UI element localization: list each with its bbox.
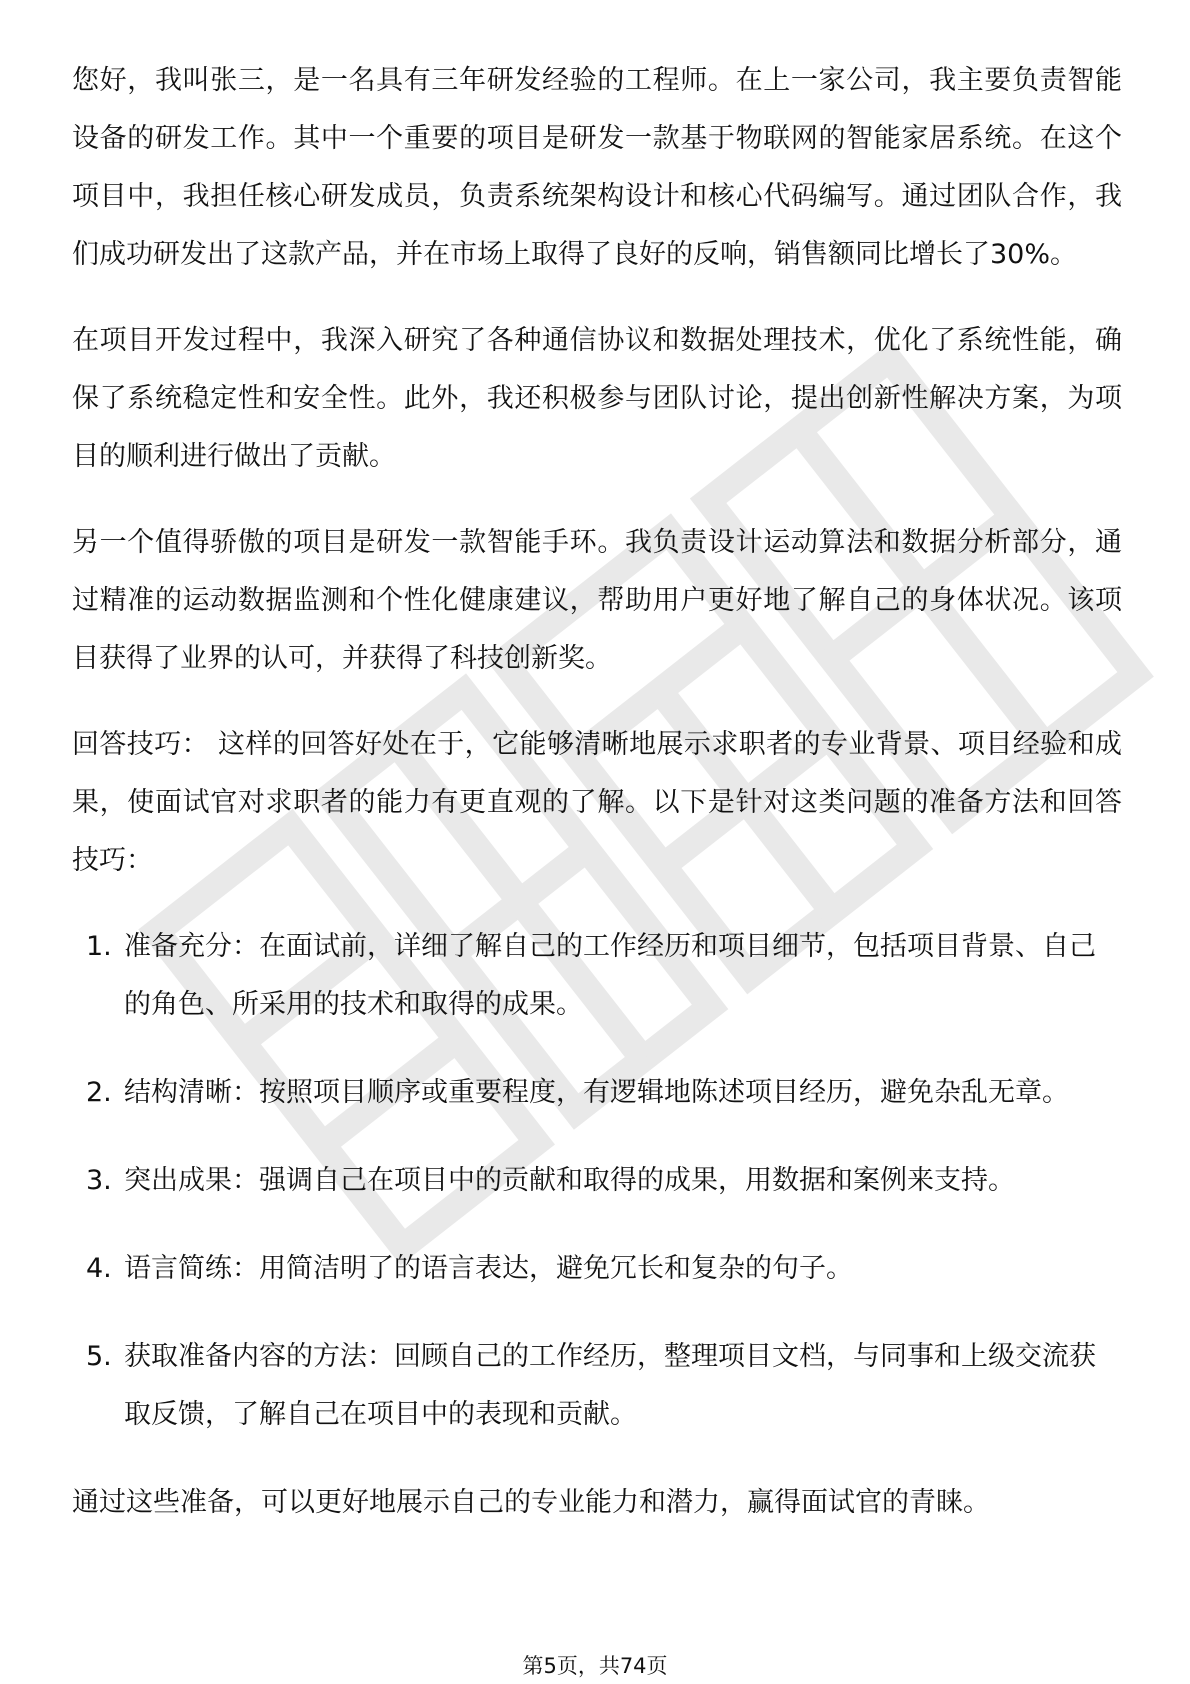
list-item bbox=[72, 1064, 1122, 1122]
paragraph-smart-band: 另一个值得骄傲的项目是研发一款智能手环。我负责设计运动算法和数据分析部分，通过精准的运动数据监测和个性化健康建议，帮助用户更好地了解自己的身体状况。该项目获得了业界的认可，并获得了科技创新奖。 bbox=[72, 527, 1122, 674]
list-item-number: 5. bbox=[86, 1341, 112, 1372]
list-item-number: 4. bbox=[86, 1253, 112, 1284]
list-item-text: 结构清晰：按照项目顺序或重要程度，有逻辑地陈述项目经历，避免杂乱无章。 bbox=[124, 1077, 1069, 1108]
page-footer: 第5页，共74页 bbox=[522, 1654, 668, 1678]
list-item bbox=[72, 1240, 1122, 1298]
list-item-text: 突出成果：强调自己在项目中的贡献和取得的成果，用数据和案例来支持。 bbox=[124, 1165, 1015, 1196]
list-item bbox=[72, 1152, 1122, 1210]
list-item-text: 准备充分：在面试前，详细了解自己的工作经历和项目细节，包括项目背景、自己的角色、所采用的技术和取得的成果。 bbox=[124, 931, 1096, 1020]
list-item-number: 2. bbox=[86, 1077, 112, 1108]
list-item-text: 语言简练：用简洁明了的语言表达，避免冗长和复杂的句子。 bbox=[124, 1253, 853, 1284]
list-item-number: 1. bbox=[86, 931, 112, 962]
list-item-text: 获取准备内容的方法：回顾自己的工作经历，整理项目文档，与同事和上级交流获取反馈，了解自己在项目中的表现和贡献。 bbox=[124, 1341, 1096, 1430]
list-item bbox=[72, 1328, 1122, 1444]
paragraph-closing: 通过这些准备，可以更好地展示自己的专业能力和潜力，赢得面试官的青睐。 bbox=[72, 1487, 990, 1518]
paragraph-answer-tips: 回答技巧： 这样的回答好处在于，它能够清晰地展示求职者的专业背景、项目经验和成果，使面试官对求职者的能力有更直观的了解。以下是针对这类问题的准备方法和回答技巧： bbox=[72, 729, 1122, 876]
tips-list bbox=[72, 918, 1122, 1444]
paragraph-development: 在项目开发过程中，我深入研究了各种通信协议和数据处理技术，优化了系统性能，确保了系统稳定性和安全性。此外，我还积极参与团队讨论，提出创新性解决方案，为项目的顺利进行做出了贡献。 bbox=[72, 325, 1122, 472]
paragraph-intro: 您好，我叫张三，是一名具有三年研发经验的工程师。在上一家公司，我主要负责智能设备的研发工作。其中一个重要的项目是研发一款基于物联网的智能家居系统。在这个项目中，我担任核心研发成员，负责系统架构设计和核心代码编写。通过团队合作，我们成功研发出了这款产品，并在市场上取得了良好的反响，销售额同比增长了30%。 bbox=[72, 65, 1122, 270]
list-item bbox=[72, 918, 1122, 1034]
document-body bbox=[72, 52, 1122, 1560]
list-item-number: 3. bbox=[86, 1165, 112, 1196]
